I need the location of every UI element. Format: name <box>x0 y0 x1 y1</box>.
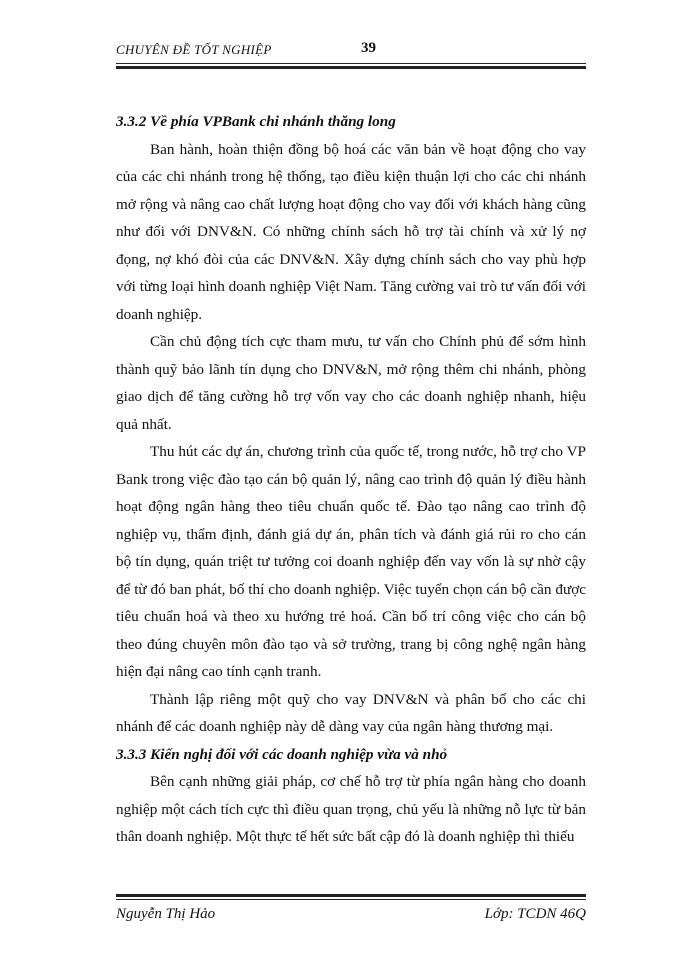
header-divider-thin <box>116 63 586 64</box>
header-divider-thick <box>116 66 586 69</box>
page-number: 39 <box>361 40 376 56</box>
page-header <box>116 40 586 62</box>
header-title: CHUYÊN ĐỀ TỐT NGHIỆP <box>116 42 272 57</box>
footer-divider-thick <box>116 894 586 897</box>
paragraph: Cần chủ động tích cực tham mưu, tư vấn cho Chính phủ để sớm hình thành quỹ bảo lãnh tín dụng cho DNV&N, mở rộng thêm chi nhánh, phòng giao dịch để tăng cường hỗ trợ vốn vay cho các doanh nghiệp nhanh, hiệu quả nhất. <box>116 333 586 433</box>
document-body <box>116 108 586 851</box>
paragraph: Thu hút các dự án, chương trình của quốc tế, trong nước, hỗ trợ cho VP Bank trong việc đào tạo cán bộ quản lý, nâng cao trình độ quản lý điều hành hoạt động ngân hàng theo tiêu chuẩn quốc tế. Đào tạo nâng cao trình độ nghiệp vụ, thẩm định, đánh giá dự án, phân tích và đánh giá rủi ro cho cán bộ tín dụng, quán triệt tư tưởng coi doanh nghiệp đến vay vốn là sự nhờ cậy để từ đó ban phát, bố thí cho doanh nghiệp. Việc tuyển chọn cán bộ cần được tiêu chuẩn hoá và theo xu hướng trẻ hoá. Cần bố trí công việc cho cán bộ theo đúng chuyên môn đào tạo và sở trường, trang bị công nghệ ngân hàng hiện đại nâng cao tính cạnh tranh. <box>116 443 586 680</box>
footer-author: Nguyễn Thị Hảo <box>116 906 216 922</box>
footer-class: Lớp: TCDN 46Q <box>484 906 586 922</box>
paragraph: Thành lập riêng một quỹ cho vay DNV&N và phân bổ cho các chi nhánh để các doanh nghiệp này dễ dàng vay của ngân hàng thương mại. <box>116 690 586 735</box>
section-heading-3-3-2: 3.3.2 Về phía VPBank chi nhánh thăng long <box>116 113 396 130</box>
paragraph: Bên cạnh những giải pháp, cơ chế hỗ trợ từ phía ngân hàng cho doanh nghiệp một cách tích cực thì điều quan trọng, chủ yếu là những nỗ lực từ bản thân doanh nghiệp. Một thực tế hết sức bất cập đó là doanh nghiệp thì thiếu <box>116 773 586 845</box>
section-heading-3-3-3: 3.3.3 Kiến nghị đối với các doanh nghiệp vừa và nhỏ <box>116 745 448 763</box>
footer-divider-thin <box>116 899 586 900</box>
page-footer <box>116 906 586 928</box>
paragraph: Ban hành, hoàn thiện đồng bộ hoá các văn bản về hoạt động cho vay của các chi nhánh trong hệ thống, tạo điều kiện thuận lợi cho các chi nhánh mở rộng và nâng cao chất lượng hoạt động cho vay đối với khách hàng cũng như đối với DNV&N. Có những chính sách hỗ trợ tài chính và xử lý nợ đọng, nợ khó đòi của các DNV&N. Xây dựng chính sách cho vay phù hợp với từng loại hình doanh nghiệp Việt Nam. Tăng cường vai trò tư vấn đối với doanh nghiệp. <box>116 140 586 323</box>
